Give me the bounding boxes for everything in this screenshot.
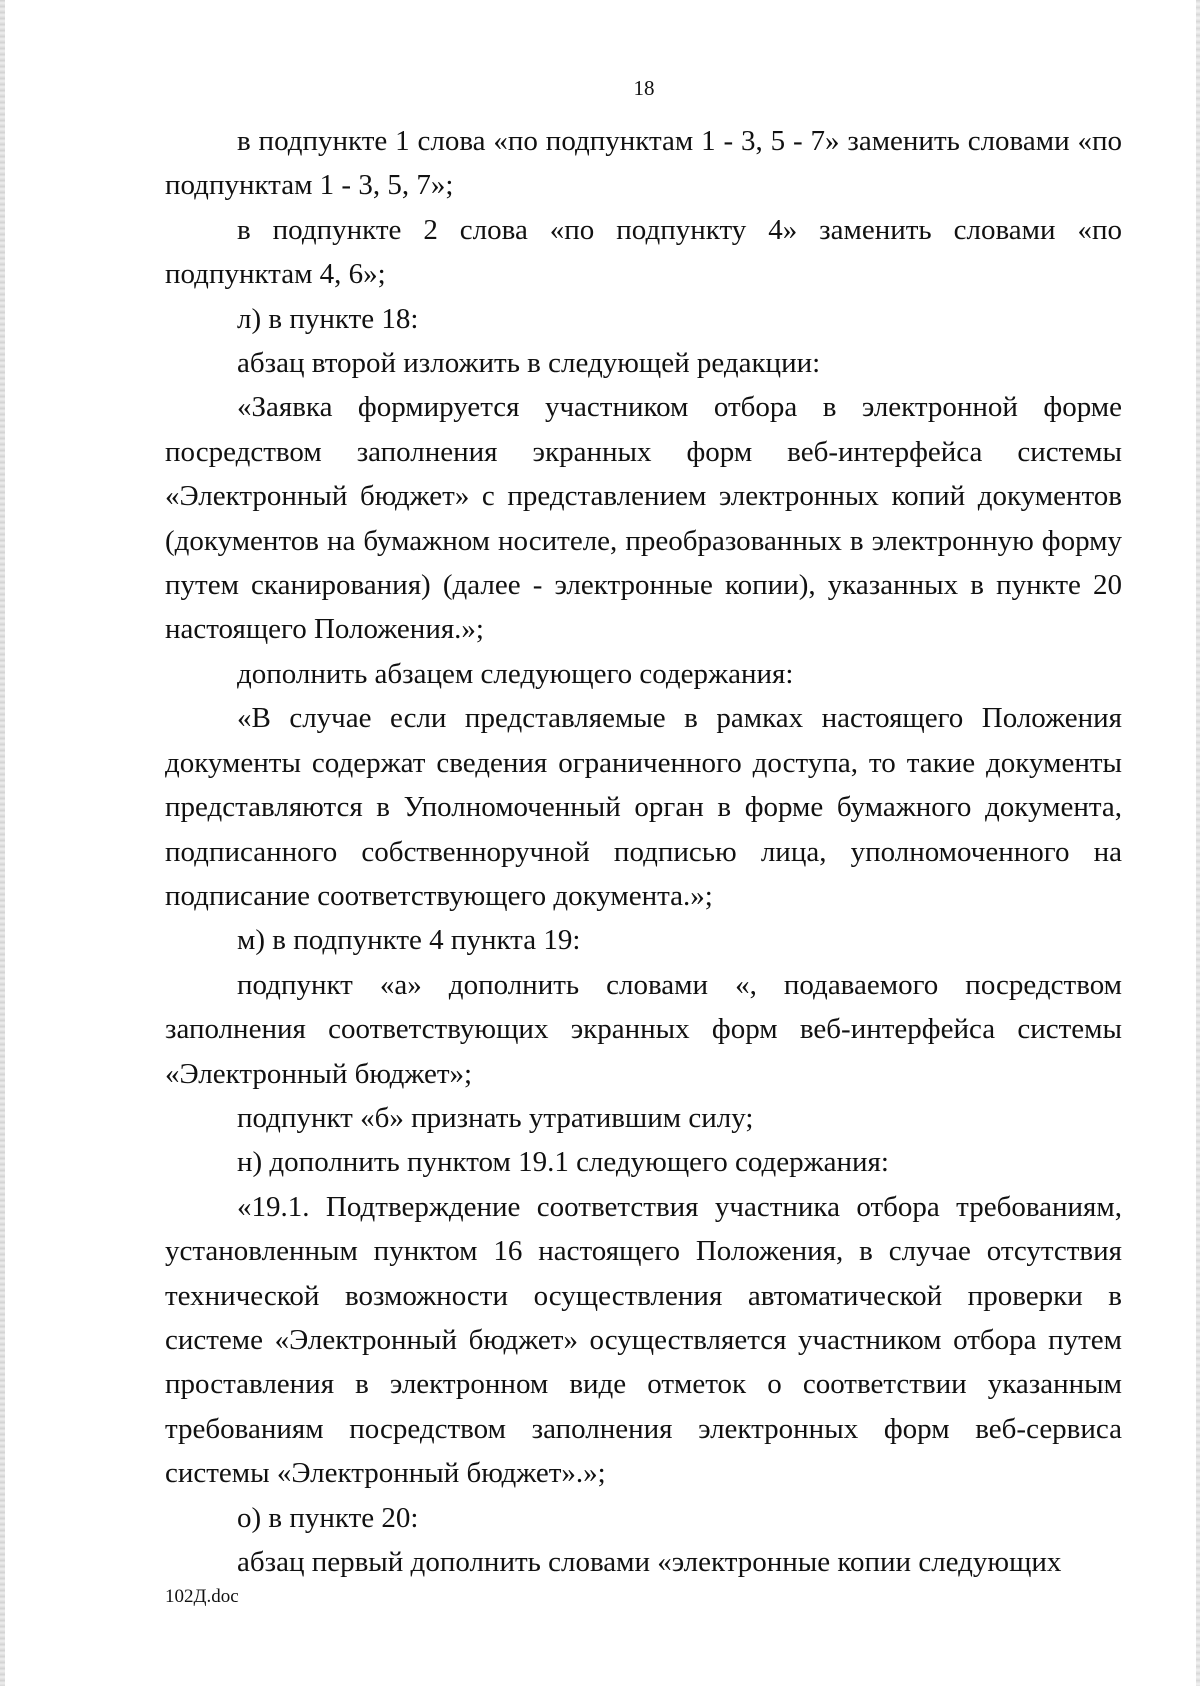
paragraph: л) в пункте 18: — [237, 302, 419, 335]
paragraph: «19.1. Подтверждение соответствия участника отбора требованиям, установленным пунктом 16 настоящего Положения, в случае отсутствия технической возможности осуществления автоматической проверки в системе «Электронный бюджет» осуществляется участником отбора путем проставления в электронном виде отметок о соответствии указанным требованиям посредством заполнения электронных форм веб-сервиса системы «Электронный бюджет».»; — [165, 1190, 1122, 1490]
paragraph: «Заявка формируется участником отбора в электронной форме посредством заполнения экранных форм веб-интерфейса системы «Электронный бюджет» с представлением электронных копий документов (документов на бумажном носителе, преобразованных в электронную форму путем сканирования) (далее - электронные копии), указанных в пункте 20 настоящего Положения.»; — [165, 391, 1122, 646]
paragraph: абзац первый дополнить словами «электронные копии следующих — [237, 1546, 1062, 1578]
scan-edge-right — [1196, 0, 1200, 1686]
paragraph: в подпункте 2 слова «по подпункту 4» заменить словами «по подпунктам 4, 6»; — [165, 213, 1122, 291]
paragraph: подпункт «б» признать утратившим силу; — [237, 1101, 754, 1134]
page-number: 18 — [633, 76, 655, 100]
paragraph: в подпункте 1 слова «по подпунктам 1 - 3, 5 - 7» заменить словами «по подпунктам 1 - 3, 5, 7»; — [165, 125, 1122, 202]
paragraph: абзац второй изложить в следующей редакции: — [237, 347, 821, 380]
footer-filename: 102Д.doc — [165, 1586, 239, 1607]
paragraph: н) дополнить пунктом 19.1 следующего содержания: — [237, 1146, 889, 1179]
document-body — [165, 119, 1122, 1584]
paragraph: подпункт «а» дополнить словами «, подаваемого посредством заполнения соответствующих экранных форм веб-интерфейса системы «Электронный бюджет»; — [165, 968, 1122, 1090]
paragraph: дополнить абзацем следующего содержания: — [237, 657, 794, 690]
paragraph: о) в пункте 20: — [237, 1501, 419, 1534]
scan-edge-left — [0, 0, 5, 1686]
paragraph: м) в подпункте 4 пункта 19: — [237, 924, 581, 957]
paragraph: «В случае если представляемые в рамках настоящего Положения документы содержат сведения ограниченного доступа, то такие документы представляются в Уполномоченный орган в форме бумажного документа, подписанного собственноручной подписью лица, уполномоченного на подписание соответствующего документа.»; — [165, 702, 1122, 912]
